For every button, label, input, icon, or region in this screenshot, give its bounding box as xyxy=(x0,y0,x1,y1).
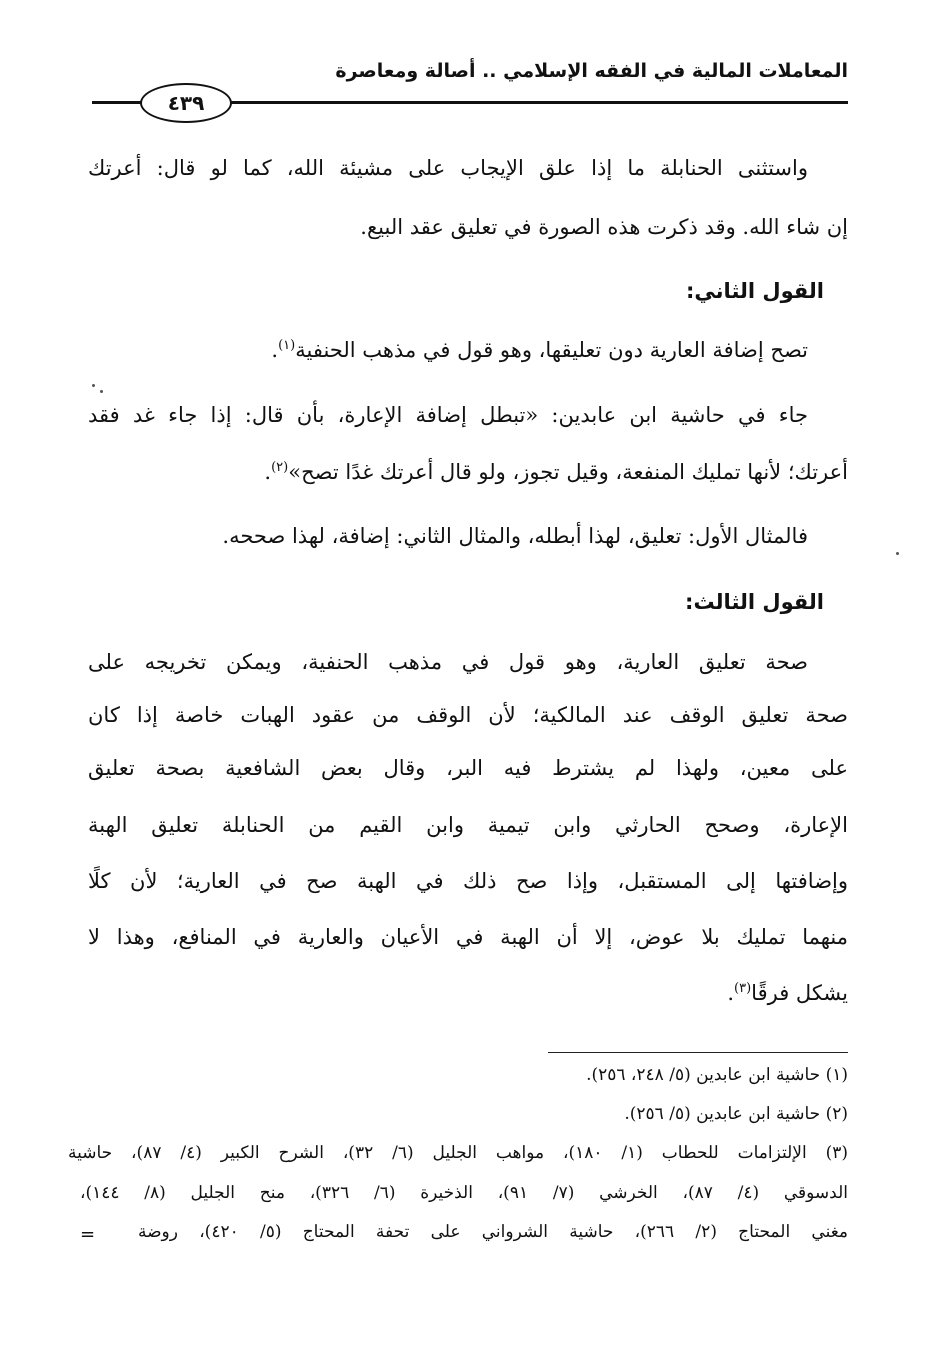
footnote-2: (٢) حاشية ابن عابدين (٥/ ٢٥٦). xyxy=(624,1104,848,1124)
heading-third-opinion: القول الثالث: xyxy=(685,590,824,614)
paragraph-3-line-2-text: أعرتك؛ لأنها تمليك المنفعة، وقيل تجوز، ولو قال أعرتك غدًا تصح» xyxy=(288,460,848,484)
footnote-separator xyxy=(548,1052,848,1053)
heading-second-opinion: القول الثاني: xyxy=(686,279,824,303)
paragraph-2-end: . xyxy=(271,338,279,362)
paragraph-3-line-2 xyxy=(88,462,848,483)
footnote-3-line-3: مغني المحتاج (٢/ ٢٦٦)، حاشية الشرواني على تحفة المحتاج (٥/ ٤٢٠)، روضة xyxy=(138,1222,849,1242)
footnote-ref-3: (٣) xyxy=(734,981,752,996)
paragraph-5-line-6: منهما تمليك بلا عوض، إلا أن الهبة في الأعيان والعارية في المنافع، وهذا لا xyxy=(88,925,848,949)
scan-speck xyxy=(100,390,103,393)
paragraph-5-end: . xyxy=(727,981,735,1005)
footnote-1: (١) حاشية ابن عابدين (٥/ ٢٤٨، ٢٥٦). xyxy=(586,1065,848,1085)
paragraph-5-line-5: وإضافتها إلى المستقبل، وإذا صح ذلك في الهبة صح في العارية؛ لأن كلًا xyxy=(88,869,848,893)
paragraph-5-line-7 xyxy=(88,983,848,1004)
footnote-3-line-2: الدسوقي (٤/ ٨٧)، الخرشي (٧/ ٩١)، الذخيرة (٦/ ٣٢٦)، منح الجليل (٨/ ١٤٤)، xyxy=(80,1183,849,1203)
paragraph-1-line-1: واستثنى الحنابلة ما إذا علق الإيجاب على مشيئة الله، كما لو قال: أعرتك xyxy=(88,156,808,180)
paragraph-2 xyxy=(88,340,848,361)
scan-speck xyxy=(896,552,899,555)
paragraph-3-end: . xyxy=(264,460,272,484)
footnote-3-line-1: (٣) الإلتزامات للحطاب (١/ ١٨٠)، مواهب الجليل (٦/ ٣٢)، الشرح الكبير (٤/ ٨٧)، حاشية xyxy=(68,1143,848,1163)
footnote-ref-1: (١) xyxy=(278,338,296,353)
running-title: المعاملات المالية في الفقه الإسلامي .. أصالة ومعاصرة xyxy=(335,60,848,82)
paragraph-1-line-2: إن شاء الله. وقد ذكرت هذه الصورة في تعليق عقد البيع. xyxy=(360,215,848,239)
paragraph-5-line-1: صحة تعليق العارية، وهو قول في مذهب الحنفية، ويمكن تخريجه على xyxy=(88,650,808,674)
paragraph-4: فالمثال الأول: تعليق، لهذا أبطله، والمثال الثاني: إضافة، لهذا صححه. xyxy=(222,524,808,548)
paragraph-5-line-4: الإعارة، وصحح الحارثي وابن تيمية وابن القيم من الحنابلة تعليق الهبة xyxy=(88,813,848,837)
paragraph-3-line-1: جاء في حاشية ابن عابدين: «تبطل إضافة الإعارة، بأن قال: إذا جاء غد فقد xyxy=(88,403,808,427)
paragraph-5-line-7-text: يشكل فرقًا xyxy=(751,981,848,1005)
continuation-mark: = xyxy=(80,1224,96,1245)
scan-speck xyxy=(92,384,95,387)
footnote-ref-2: (٢) xyxy=(271,460,289,475)
page-number-badge: ٤٣٩ xyxy=(140,83,232,123)
paragraph-5-line-3: على معين، ولهذا لم يشترط فيه البر، وقال بعض الشافعية بصحة تعليق xyxy=(88,756,848,780)
paragraph-5-line-2: صحة تعليق الوقف عند المالكية؛ لأن الوقف من عقود الهبات خاصة إذا كان xyxy=(88,703,848,727)
paragraph-2-text: تصح إضافة العارية دون تعليقها، وهو قول في مذهب الحنفية xyxy=(295,338,808,362)
